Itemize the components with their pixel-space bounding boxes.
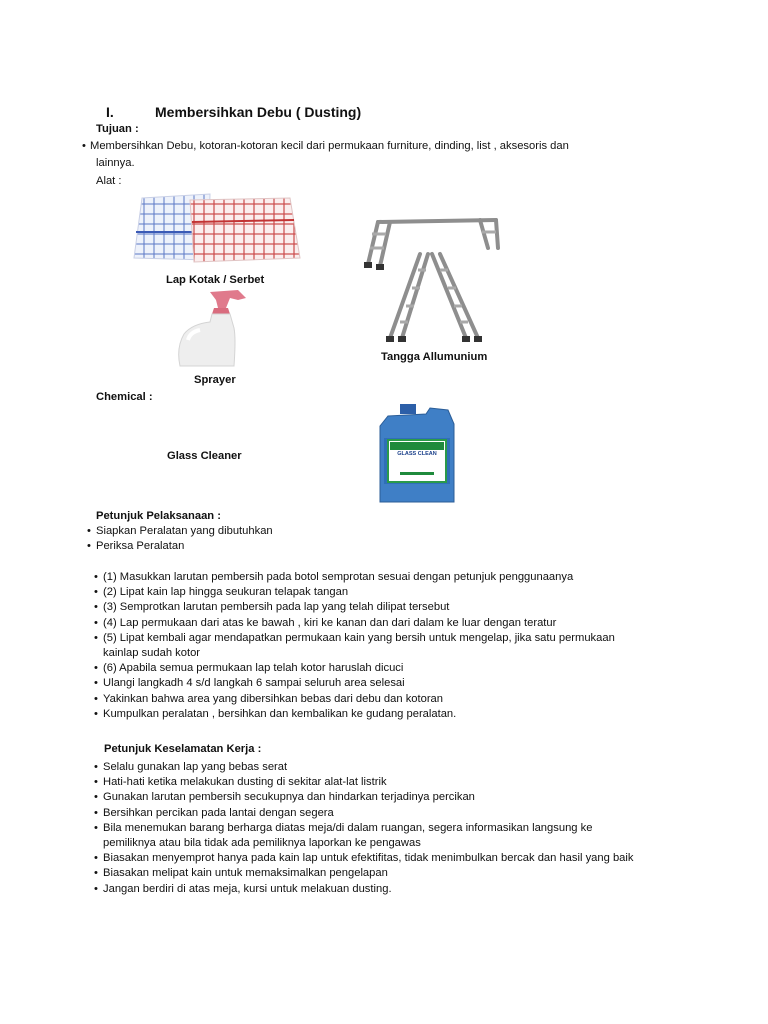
petunjuk-title: Petunjuk Pelaksanaan : (96, 510, 221, 522)
list-item: • Biasakan menyemprot hanya pada kain lap untuk efektifitas, tidak menimbulkan bercak dan hasil yang baik (94, 851, 633, 866)
list-item: • (5) Lipat kembali agar mendapatkan permukaan kain yang bersih untuk mengelap, jika satu permukaan kainlap sudah kotor (94, 631, 615, 661)
chemical-label: Chemical : (96, 391, 153, 403)
glass-cleaner-label: Glass Cleaner (167, 450, 242, 462)
steps-list (94, 570, 615, 722)
glass-cleaner-bottle (378, 404, 456, 506)
list-item: • (2) Lipat kain lap hingga seukuran telapak tangan (94, 585, 615, 600)
list-item: • (3) Semprotkan larutan pembersih pada lap yang telah dilipat tersebut (94, 600, 615, 615)
tujuan-text-cont: lainnya. (96, 157, 135, 169)
list-item: • Gunakan larutan pembersih secukupnya dan hindarkan terjadinya percikan (94, 790, 633, 805)
bottle-label-text: GLASS CLEAN (397, 451, 437, 457)
list-item: • Periksa Peralatan (87, 539, 273, 554)
section-number: I. (106, 104, 114, 120)
section-title: Membersihkan Debu ( Dusting) (155, 104, 362, 120)
pre-items-list (87, 524, 273, 554)
list-item: • (1) Masukkan larutan pembersih pada botol semprotan sesuai dengan petunjuk penggunaanya (94, 570, 615, 585)
list-item: • Jangan berdiri di atas meja, kursi untuk melakuan dusting. (94, 882, 633, 897)
list-item: • (4) Lap permukaan dari atas ke bawah , kiri ke kanan dan dari dalam ke luar dengan teratur (94, 616, 615, 631)
ladder-image (362, 214, 504, 344)
list-item: • Ulangi langkadh 4 s/d langkah 6 sampai seluruh area selesai (94, 676, 615, 691)
list-item: • Biasakan melipat kain untuk memaksimalkan pengelapan (94, 866, 633, 881)
list-item: • Yakinkan bahwa area yang dibersihkan bebas dari debu dan kotoran (94, 692, 615, 707)
sprayer-label: Sprayer (194, 374, 236, 386)
tujuan-text: • Membersihkan Debu, kotoran-kotoran kecil dari permukaan furniture, dinding, list , aksesoris dan (82, 140, 569, 152)
tujuan-label: Tujuan : (96, 123, 139, 135)
list-item: • Hati-hati ketika melakukan dusting di sekitar alat-lat listrik (94, 775, 633, 790)
list-item: • Kumpulkan peralatan , bersihkan dan kembalikan ke gudang peralatan. (94, 707, 615, 722)
lap-label: Lap Kotak / Serbet (166, 274, 265, 286)
cloth-image (132, 192, 302, 266)
keselamatan-list (94, 760, 633, 897)
list-item: • Siapkan Peralatan yang dibutuhkan (87, 524, 273, 539)
sprayer-image (176, 288, 252, 370)
list-item: • Bersihkan percikan pada lantai dengan segera (94, 806, 633, 821)
alat-label: Alat : (96, 175, 122, 187)
list-item: • (6) Apabila semua permukaan lap telah kotor haruslah dicuci (94, 661, 615, 676)
tangga-label: Tangga Allumunium (381, 351, 488, 363)
keselamatan-title: Petunjuk Keselamatan Kerja : (104, 743, 262, 755)
list-item: • Selalu gunakan lap yang bebas serat (94, 760, 633, 775)
list-item: • Bila menemukan barang berharga diatas meja/di dalam ruangan, segera informasikan langsung ke pemiliknya atau bila tidak ada pemiliknya laporkan ke pengawas (94, 821, 633, 851)
